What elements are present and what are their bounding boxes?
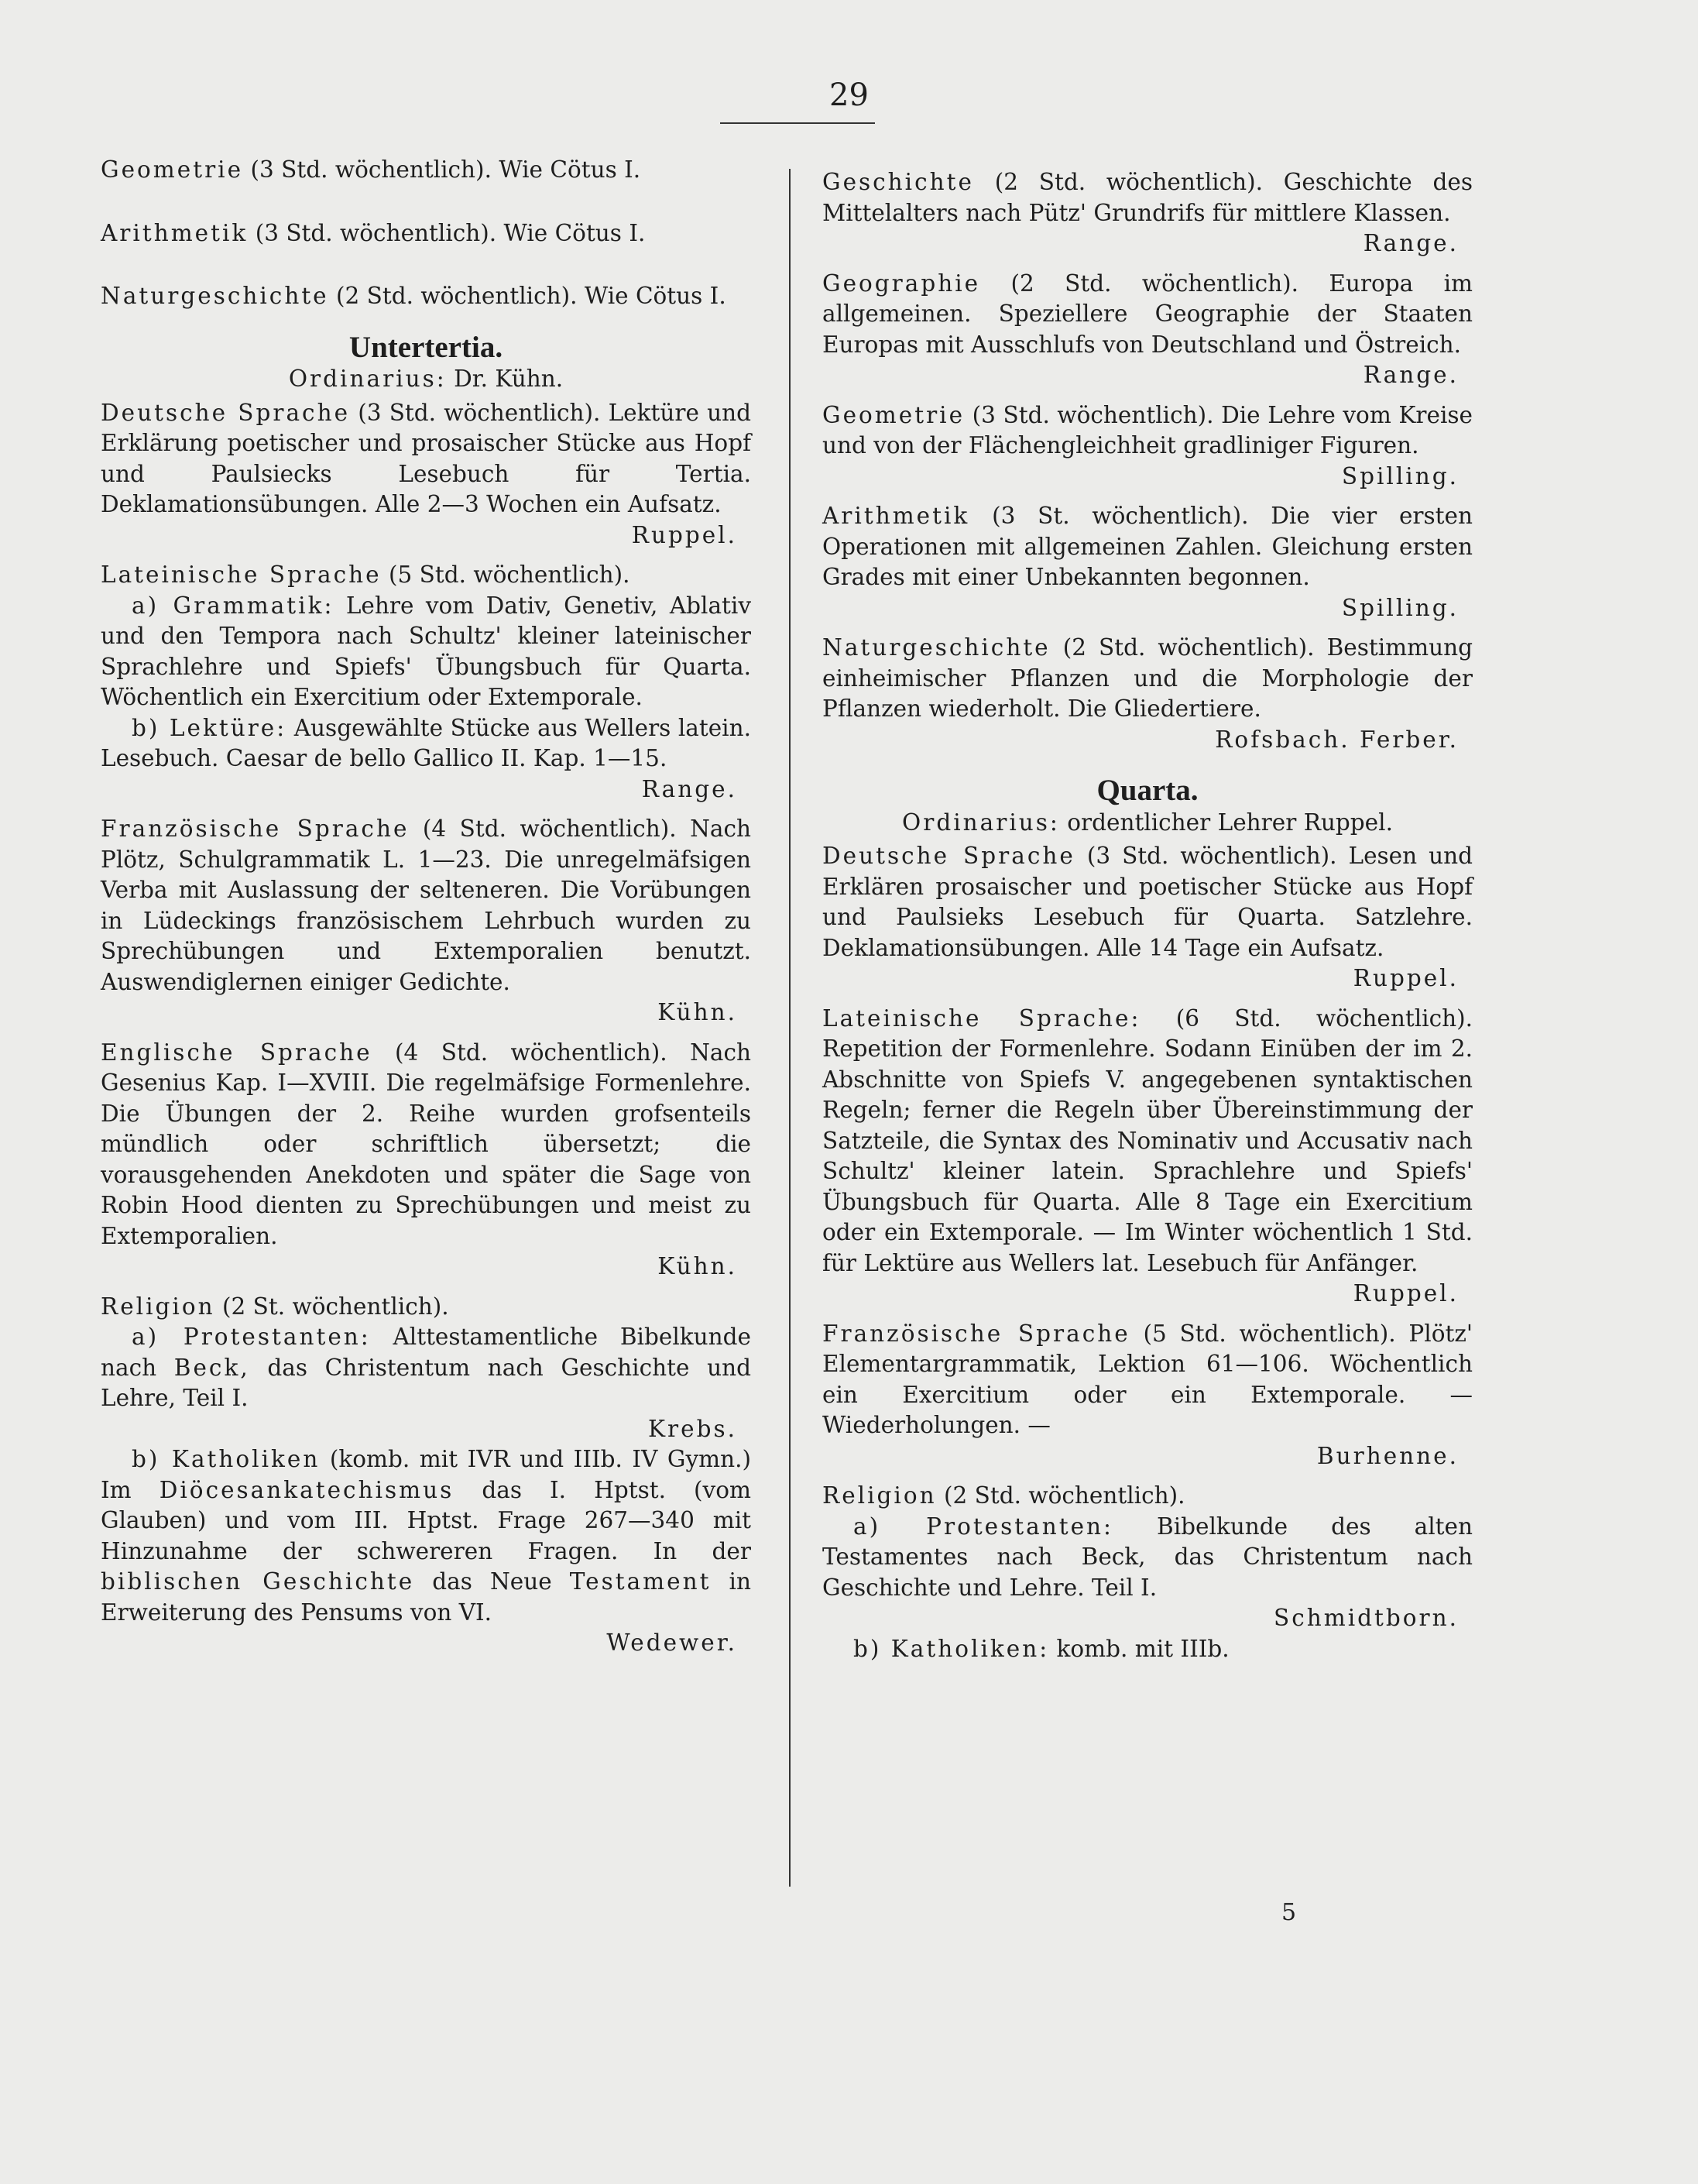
subject-text: (3 Std. wöchentlich). Lektüre und Erklärung poetischer und prosaischer Stücke aus Hopf und Paulsiecks Lesebuch für Tertia. Deklamationsübungen. Alle 2—3 Wochen ein Aufsatz. xyxy=(101,399,751,517)
teacher-name: Ruppel. xyxy=(1353,965,1459,991)
ordinarius-name: ordentlicher Lehrer Ruppel. xyxy=(1067,809,1393,836)
subject-label: Französische Sprache xyxy=(822,1320,1130,1347)
teacher-name: Kühn. xyxy=(657,999,737,1025)
subject-label: Arithmetik xyxy=(101,219,249,246)
sub-label: a) Protestanten: xyxy=(132,1324,371,1350)
section-title-quarta: Quarta. xyxy=(1096,774,1199,807)
entry-deutsch-right xyxy=(822,841,1473,994)
subject-label: Geographie xyxy=(822,270,981,297)
author-name: Beck, xyxy=(173,1354,250,1381)
sub-label: b) Katholiken: xyxy=(853,1635,1050,1662)
teacher-name: Schmidtborn. xyxy=(1274,1605,1459,1631)
subject-text: (2 Std. wöchentlich). xyxy=(944,1482,1185,1509)
sub-text: Bibelkunde des alten Testamentes nach Beck, das Christentum nach Geschichte und Lehre. Teil I. xyxy=(822,1513,1473,1601)
entry-latein-right xyxy=(822,1004,1473,1310)
ordinarius-label: Ordinarius: xyxy=(288,366,447,392)
sub-text: Alttestamentliche Bibelkunde nach xyxy=(101,1324,751,1381)
subject-label: Deutsche Sprache xyxy=(101,399,351,426)
subject-label: Geometrie xyxy=(822,401,966,428)
subject-text: (3 St. wöchentlich). Die vier ersten Operationen mit allgemeinen Zahlen. Gleichung ersten Grades mit einer Unbekannten begonnen. xyxy=(822,503,1473,590)
religion-protestanten xyxy=(101,1322,751,1444)
subject-label: Religion xyxy=(101,1293,215,1320)
subject-label: Religion xyxy=(822,1482,937,1509)
subject-text: (2 St. wöchentlich). xyxy=(222,1293,449,1320)
subject-text: (3 Std. wöchentlich). Wie Cötus I. xyxy=(255,219,646,246)
entry-geographie-right xyxy=(822,269,1473,391)
subject-label: Englische Sprache xyxy=(101,1039,372,1066)
section-title-untertertia: Untertertia. xyxy=(348,330,503,364)
teacher-name: Ruppel. xyxy=(1353,1280,1459,1307)
column-divider xyxy=(789,169,791,1887)
religion-katholiken xyxy=(822,1634,1473,1665)
ordinarius-name: Dr. Kühn. xyxy=(454,366,564,392)
sub-text: Lehre vom Dativ, Genetiv, Ablativ und den Tempora nach Schultz' kleiner lateinischer Sprachlehre und Spiefs' Übungsbuch für Quarta. Wöchentlich ein Exercitium oder Extemporale. xyxy=(101,592,751,710)
book-title: biblischen Geschichte xyxy=(101,1568,415,1595)
entry-religion-left xyxy=(101,1292,751,1659)
sub-text: (komb. mit IVR und IIIb. IV Gymn.) Im xyxy=(101,1446,751,1503)
sub-text: das Neue xyxy=(432,1568,552,1595)
teacher-name: Range. xyxy=(1363,230,1459,256)
ordinarius-quarta xyxy=(822,808,1473,839)
religion-protestanten xyxy=(822,1512,1473,1634)
sub-text: in Erweiterung des Pensums von VI. xyxy=(101,1568,751,1626)
subject-label: Geometrie xyxy=(101,156,244,183)
subject-label: Deutsche Sprache xyxy=(822,843,1075,869)
sub-text: das Christentum nach Geschichte und Lehre, Teil I. xyxy=(101,1354,751,1411)
entry-geschichte-right xyxy=(822,167,1473,259)
sub-label: a) Grammatik: xyxy=(132,592,334,619)
book-title: Testament xyxy=(569,1568,712,1595)
page-number: 29 xyxy=(829,77,869,113)
teacher-name: Ruppel. xyxy=(631,521,737,548)
subject-label: Lateinische Sprache xyxy=(101,561,382,588)
right-column xyxy=(822,167,1473,1674)
teacher-name: Burhenne. xyxy=(1316,1442,1459,1469)
book-title: Diöcesankatechismus xyxy=(159,1476,455,1503)
subject-text: (3 Std. wöchentlich). Die Lehre vom Kreise und von der Flächengleichheit gradliniger Figuren. xyxy=(822,401,1473,458)
teacher-name: Kühn. xyxy=(657,1253,737,1279)
left-column xyxy=(101,155,751,1668)
entry-arithmetik-left xyxy=(101,218,751,249)
entry-geometrie-left xyxy=(101,155,751,186)
ordinarius-label: Ordinarius: xyxy=(902,809,1060,836)
entry-arithmetik-right xyxy=(822,501,1473,623)
subject-text: (5 Std. wöchentlich). Plötz' Elementargrammatik, Lektion 61—106. Wöchentlich ein Exercitium oder ein Extemporale. — Wiederholungen. — xyxy=(822,1320,1473,1438)
subject-text: (4 Std. wöchentlich). Nach Gesenius Kap. I—XVIII. Die regelmäfsige Formenlehre. Die Übungen der 2. Reihe wurden grofsenteils mündlich oder schriftlich übersetzt; die vorausgehenden Anekdoten und später die Sage von Robin Hood dienten zu Sprechübungen und meist zu Extemporalien. xyxy=(101,1039,751,1249)
subject-text: (6 Std. wöchentlich). Repetition der Formenlehre. Sodann Einüben der im 2. Abschnitte von Spiefs V. angegebenen syntaktischen Regeln; ferner die Regeln über Übereinstimmung der Satzteile, die Syntax des Nominativ und Accusativ nach Schultz' kleiner latein. Sprachlehre und Spiefs' Übungsbuch für Quarta. Alle 8 Tage ein Exercitium oder ein Extemporale. — Im Winter wöchentlich 1 Std. für Lektüre aus Wellers lat. Lesebuch für Anfänger. xyxy=(822,1004,1473,1276)
entry-franzoesisch-left xyxy=(101,814,751,1028)
entry-religion-right xyxy=(822,1481,1473,1664)
sub-label: b) Lektüre: xyxy=(132,714,287,741)
latein-grammatik xyxy=(101,591,751,713)
subject-label: Lateinische Sprache: xyxy=(822,1004,1141,1032)
entry-deutsch-left xyxy=(101,398,751,551)
entry-franzoesisch-right xyxy=(822,1319,1473,1472)
entry-naturgeschichte-left xyxy=(101,281,751,312)
teacher-name: Wedewer. xyxy=(606,1629,737,1656)
subject-label: Naturgeschichte xyxy=(101,283,329,309)
signature-mark: 5 xyxy=(1281,1899,1297,1926)
ordinarius-untertertia xyxy=(101,364,751,395)
sub-label: a) Protestanten: xyxy=(853,1513,1113,1540)
teacher-name: Krebs. xyxy=(648,1415,737,1442)
header-rule xyxy=(720,122,875,124)
teacher-name: Range. xyxy=(1363,362,1459,388)
subject-label: Naturgeschichte xyxy=(822,634,1051,661)
subject-label: Arithmetik xyxy=(822,503,970,529)
subject-text: (2 Std. wöchentlich). Europa im allgemeinen. Speziellere Geographie der Staaten Europas mit Ausschlufs von Deutschland und Östreich. xyxy=(822,270,1473,358)
sub-text: das I. Hptst. (vom Glauben) und vom III. Hptst. Frage 267—340 mit Hinzunahme der schwereren Fragen. In der xyxy=(101,1476,751,1564)
subject-text: (2 Std. wöchentlich). Bestimmung einheimischer Pflanzen und die Morphologie der Pflanzen wiederholt. Die Gliedertiere. xyxy=(822,634,1473,722)
religion-katholiken xyxy=(101,1444,751,1659)
sub-label: b) Katholiken xyxy=(132,1446,321,1472)
subject-text: (5 Std. wöchentlich). xyxy=(389,561,630,588)
teacher-name: Spilling. xyxy=(1341,462,1459,489)
subject-text: (2 Std. wöchentlich). Geschichte des Mittelalters nach Pütz' Grundrifs für mittlere Klassen. xyxy=(822,169,1473,226)
teacher-name: Range. xyxy=(641,775,737,802)
subject-label: Geschichte xyxy=(822,169,974,195)
subject-label: Französische Sprache xyxy=(101,816,410,842)
teacher-name: Spilling. xyxy=(1341,594,1459,621)
teacher-name: Rofsbach. Ferber. xyxy=(1215,726,1459,753)
entry-englisch-left xyxy=(101,1038,751,1283)
sub-text: komb. mit IIIb. xyxy=(1056,1635,1230,1662)
entry-geometrie-right xyxy=(822,400,1473,493)
subject-text: (3 Std. wöchentlich). Wie Cötus I. xyxy=(250,156,641,183)
subject-text: (4 Std. wöchentlich). Nach Plötz, Schulgrammatik L. 1—23. Die unregelmäfsigen Verba mit Auslassung der selteneren. Die Vorübungen in Lüdeckings französischem Lehrbuch wurden zu Sprechübungen und Extemporalien benutzt. Auswendiglernen einiger Gedichte. xyxy=(101,816,751,995)
latein-lektuere xyxy=(101,713,751,805)
subject-text: (2 Std. wöchentlich). Wie Cötus I. xyxy=(336,283,726,309)
sub-text: Ausgewählte Stücke aus Wellers latein. Lesebuch. Caesar de bello Gallico II. Kap. 1—15. xyxy=(101,714,751,771)
entry-naturgeschichte-right xyxy=(822,633,1473,755)
subject-text: (3 Std. wöchentlich). Lesen und Erklären prosaischer und poetischer Stücke aus Hopf und Paulsieks Lesebuch für Quarta. Satzlehre. Deklamationsübungen. Alle 14 Tage ein Aufsatz. xyxy=(822,843,1473,961)
entry-latein-left xyxy=(101,560,751,805)
